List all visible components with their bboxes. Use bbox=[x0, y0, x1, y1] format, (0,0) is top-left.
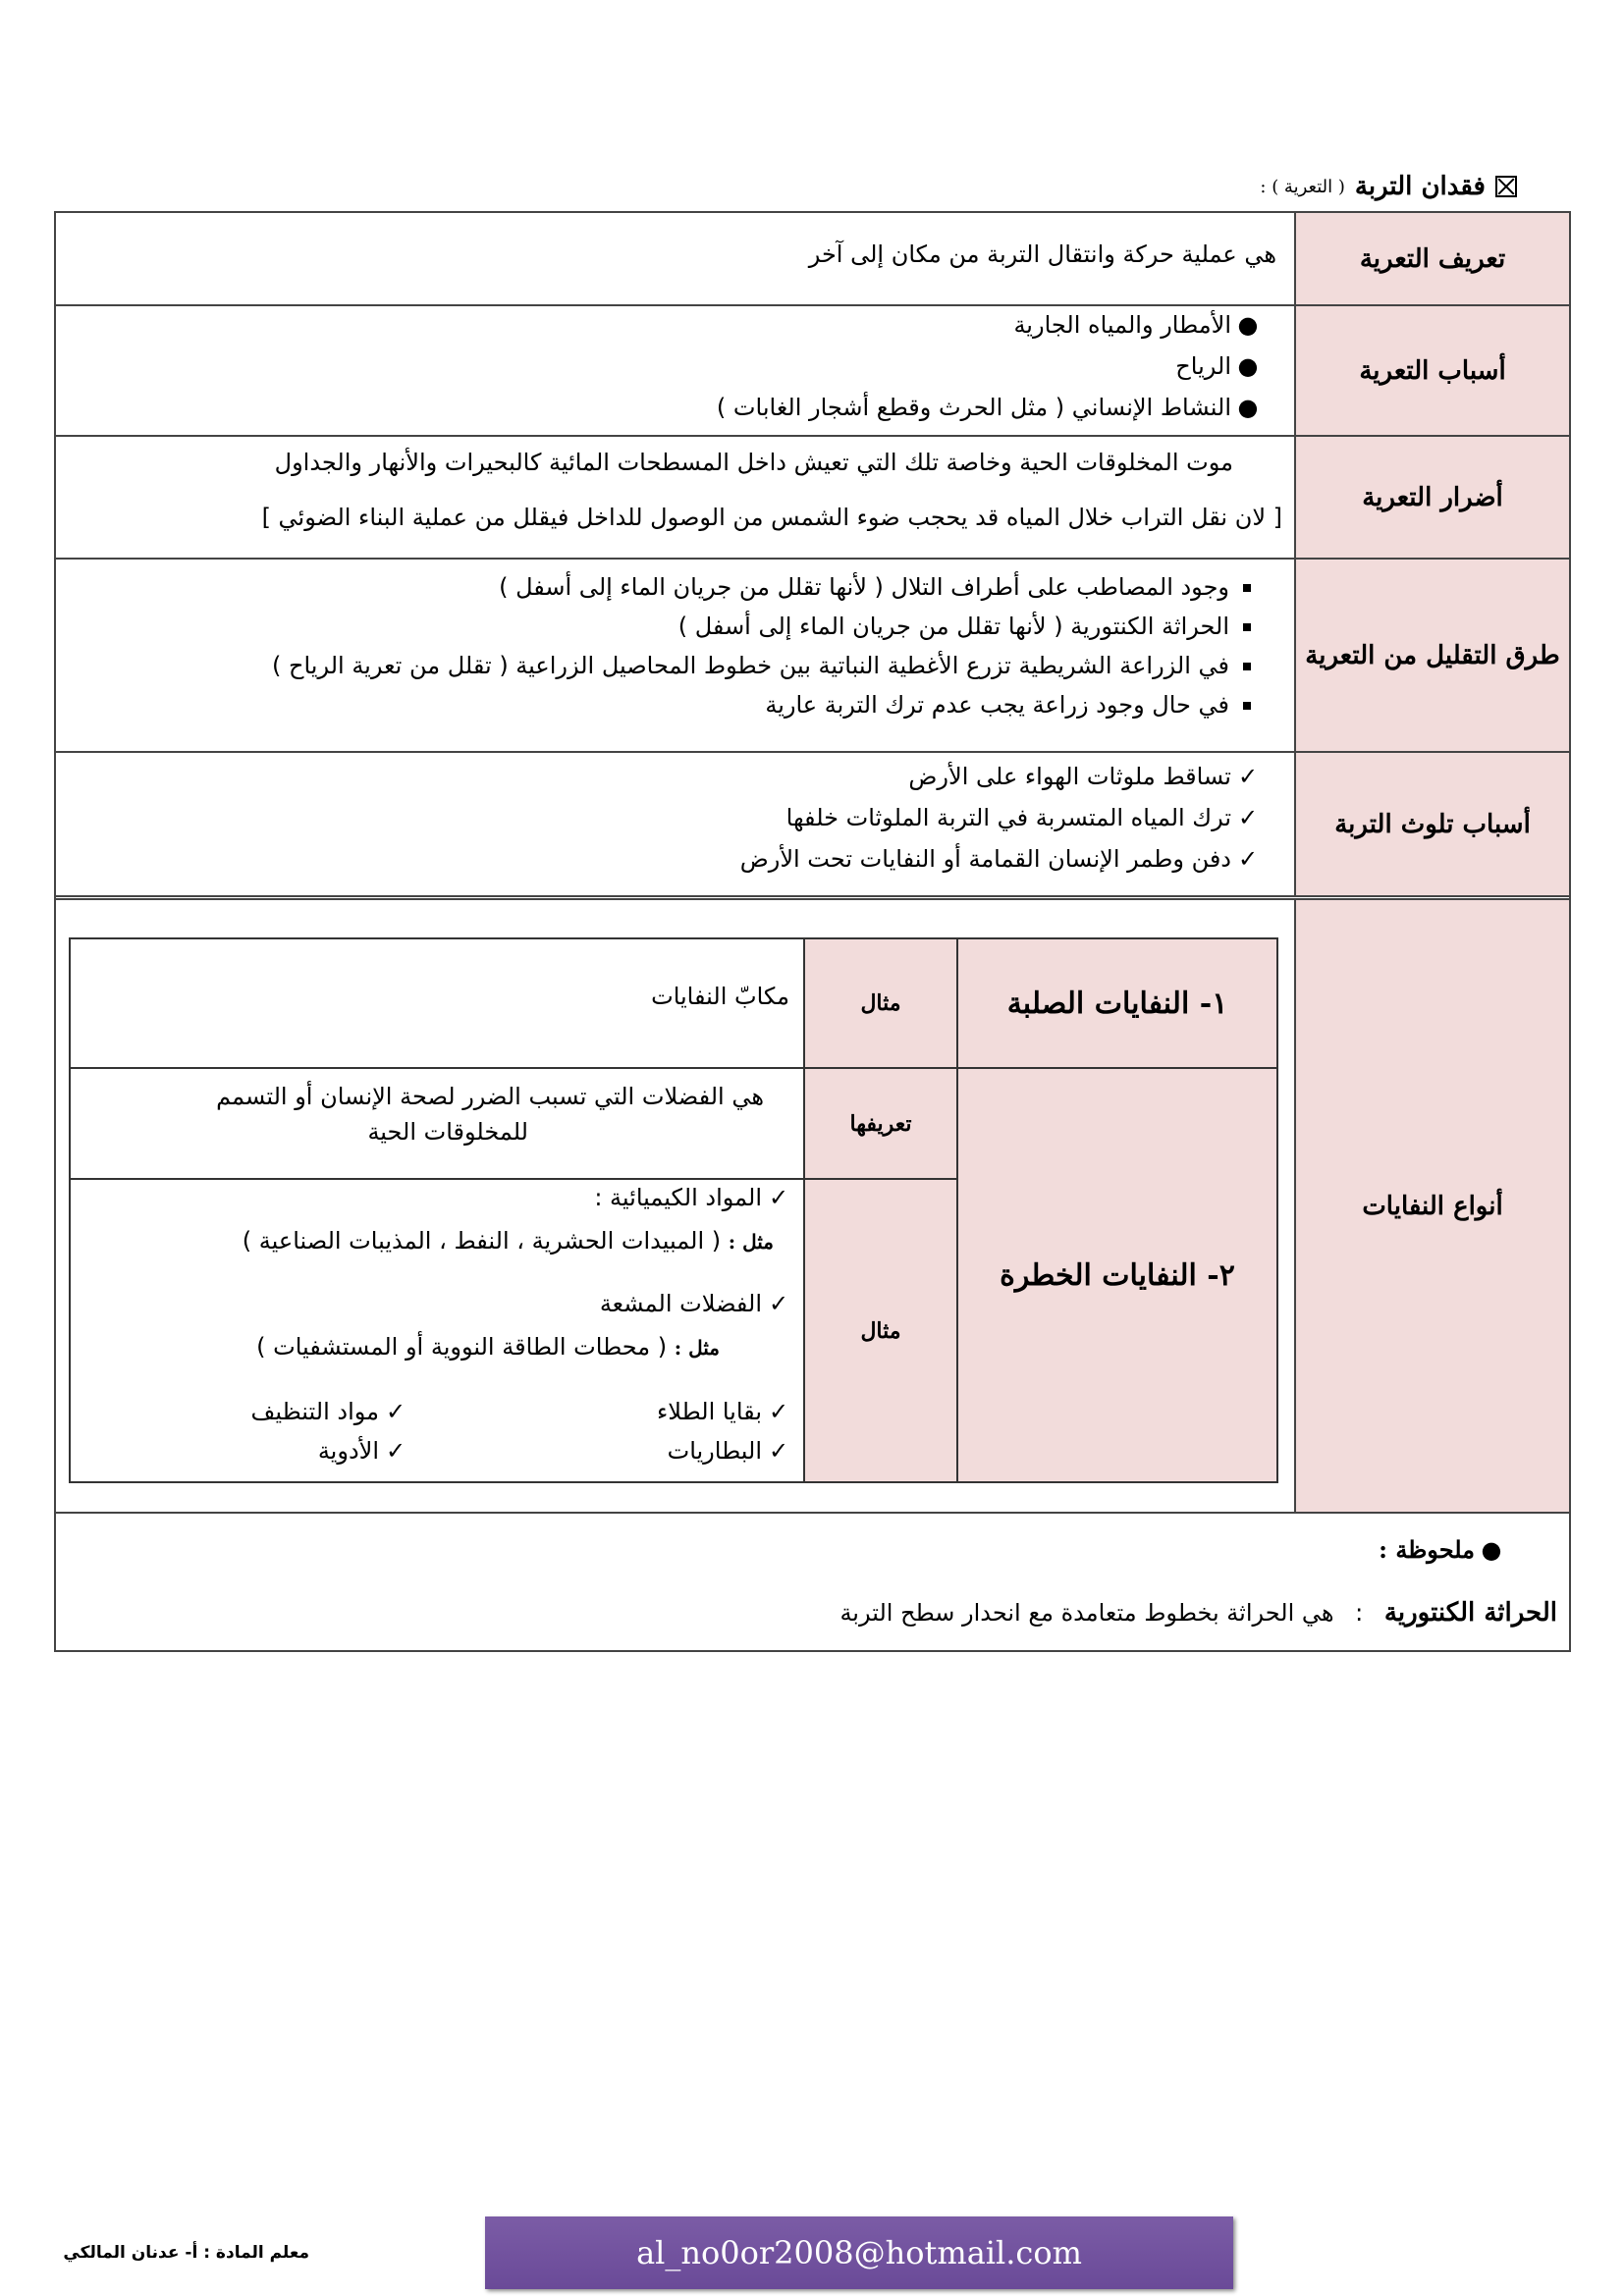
note-body: الحراثة الكنتورية : هي الحراثة بخطوط متعامدة مع انحدار سطح التربة bbox=[839, 1598, 1557, 1628]
note-term: الحراثة الكنتورية bbox=[1383, 1598, 1557, 1628]
section-title: فقدان التربة bbox=[1354, 172, 1486, 201]
harms-line-1: موت المخلوقات الحية وخاصة تلك التي تعيش داخل المسطحات المائية كالبحيرات والأنهار والجداول bbox=[274, 449, 1233, 476]
bullet-dot-icon: ● bbox=[1237, 311, 1259, 339]
teacher-name: معلم المادة : أ- عدنان المالكي bbox=[63, 2243, 309, 2263]
bullet-square-icon bbox=[1243, 702, 1251, 710]
other-waste-item: ✓بقايا الطلاء bbox=[579, 1398, 795, 1425]
hazard-definition-label: تعريفها bbox=[803, 1069, 956, 1180]
hazard-example-cell bbox=[71, 1180, 803, 1481]
causes-item: ●الأمطار والمياه الجارية bbox=[1013, 311, 1265, 339]
check-icon: ✓ bbox=[768, 1437, 789, 1465]
solid-example-cell bbox=[71, 939, 803, 1069]
note-text: هي الحراثة بخطوط متعامدة مع انحدار سطح التربة bbox=[839, 1599, 1334, 1627]
bullet-square-icon bbox=[1243, 623, 1251, 631]
reduce-label: طرق التقليل من التعرية bbox=[1294, 560, 1569, 751]
email-text: al_no0or2008@hotmail.com bbox=[636, 2234, 1082, 2271]
bullet-square-icon bbox=[1243, 584, 1251, 592]
radioactive-item: ✓الفضلات المشعة bbox=[600, 1290, 795, 1317]
solid-waste-title: ١- النفايات الصلبة bbox=[956, 939, 1276, 1069]
waste-types-table bbox=[69, 937, 1278, 1483]
bullet-dot-icon: ● bbox=[1237, 352, 1259, 380]
definition-row bbox=[56, 213, 1569, 306]
solid-example-label: مثال bbox=[803, 939, 956, 1069]
other-waste-item: ✓الأدوية bbox=[318, 1437, 412, 1465]
bullet-square-icon bbox=[1243, 663, 1251, 670]
reduce-item: في الزراعة الشريطية تزرع الأغطية النباتية بين خطوط المحاصيل الزراعية ( تقلل من تعرية الرياح ) bbox=[272, 652, 1265, 679]
pollution-item: ✓ترك المياه المتسربة في التربة الملوثات خلفها bbox=[786, 804, 1265, 831]
reduce-item: وجود المصاطب على أطراف التلال ( لأنها تقلل من جريان الماء إلى أسفل ) bbox=[499, 573, 1265, 601]
checkbox-x-icon bbox=[1495, 176, 1517, 197]
check-icon: ✓ bbox=[1237, 804, 1259, 831]
check-icon: ✓ bbox=[768, 1398, 789, 1425]
harms-line-2: [ لان نقل التراب خلال المياه قد يحجب ضوء الشمس من الوصول للداخل فيقلل من عملية البناء الضوئي ] bbox=[261, 504, 1282, 531]
pollution-item: ✓دفن وطمر الإنسان القمامة أو النفايات تحت الأرض bbox=[740, 845, 1265, 873]
chem-item: ✓المواد الكيميائية : bbox=[594, 1184, 795, 1211]
hazardous-waste-title: ٢- النفايات الخطرة bbox=[956, 1069, 1276, 1481]
hazard-def-line-1: هي الفضلات التي تسبب الضرر لصحة الإنسان أو التسمم bbox=[216, 1083, 764, 1110]
chem-example: مثل : ( المبيدات الحشرية ، النفط ، المذيبات الصناعية ) bbox=[242, 1227, 774, 1255]
waste-label: أنواع النفايات bbox=[1294, 900, 1569, 1512]
solid-example-text: مكابّ النفايات bbox=[651, 983, 789, 1010]
causes-label: أسباب التعرية bbox=[1294, 306, 1569, 435]
check-icon: ✓ bbox=[768, 1290, 789, 1317]
pollution-label: أسباب تلوث التربة bbox=[1294, 753, 1569, 895]
email-banner bbox=[485, 2216, 1233, 2289]
reduce-item: الحراثة الكنتورية ( لأنها تقلل من جريان الماء إلى أسفل ) bbox=[678, 613, 1265, 640]
check-icon: ✓ bbox=[1237, 763, 1259, 790]
other-waste-item: ✓مواد التنظيف bbox=[251, 1398, 412, 1425]
definition-label: تعريف التعرية bbox=[1294, 213, 1569, 304]
reduce-row bbox=[56, 560, 1569, 753]
causes-item: ●النشاط الإنساني ( مثل الحرث وقطع أشجار الغابات ) bbox=[717, 394, 1265, 421]
check-icon: ✓ bbox=[768, 1184, 789, 1211]
note-row bbox=[56, 1514, 1569, 1650]
section-subtitle: ( التعرية ) : bbox=[1260, 176, 1345, 197]
bullet-dot-icon: ● bbox=[1237, 394, 1259, 421]
bullet-dot-icon: ● bbox=[1481, 1535, 1502, 1564]
check-icon: ✓ bbox=[385, 1437, 406, 1465]
check-icon: ✓ bbox=[385, 1398, 406, 1425]
pollution-item: ✓تساقط ملوثات الهواء على الأرض bbox=[908, 763, 1265, 790]
causes-row bbox=[56, 306, 1569, 437]
section-heading bbox=[1129, 165, 1517, 208]
harms-row bbox=[56, 437, 1569, 560]
harms-label: أضرار التعرية bbox=[1294, 437, 1569, 558]
definition-text: هي عملية حركة وانتقال التربة من مكان إلى آخر bbox=[808, 240, 1276, 268]
note-heading: ●ملحوظة : bbox=[1379, 1535, 1508, 1564]
causes-item: ●الرياح bbox=[1175, 352, 1265, 380]
hazard-definition-cell bbox=[71, 1069, 803, 1180]
hazard-def-line-2: للمخلوقات الحية bbox=[367, 1118, 528, 1146]
hazard-example-label: مثال bbox=[803, 1180, 956, 1481]
check-icon: ✓ bbox=[1237, 845, 1259, 873]
reduce-item: في حال وجود زراعة يجب عدم ترك التربة عارية bbox=[765, 691, 1265, 719]
other-waste-item: ✓البطاريات bbox=[668, 1437, 795, 1465]
radioactive-example: مثل : ( محطات الطاقة النووية أو المستشفيات ) bbox=[256, 1333, 720, 1361]
pollution-row bbox=[56, 753, 1569, 900]
